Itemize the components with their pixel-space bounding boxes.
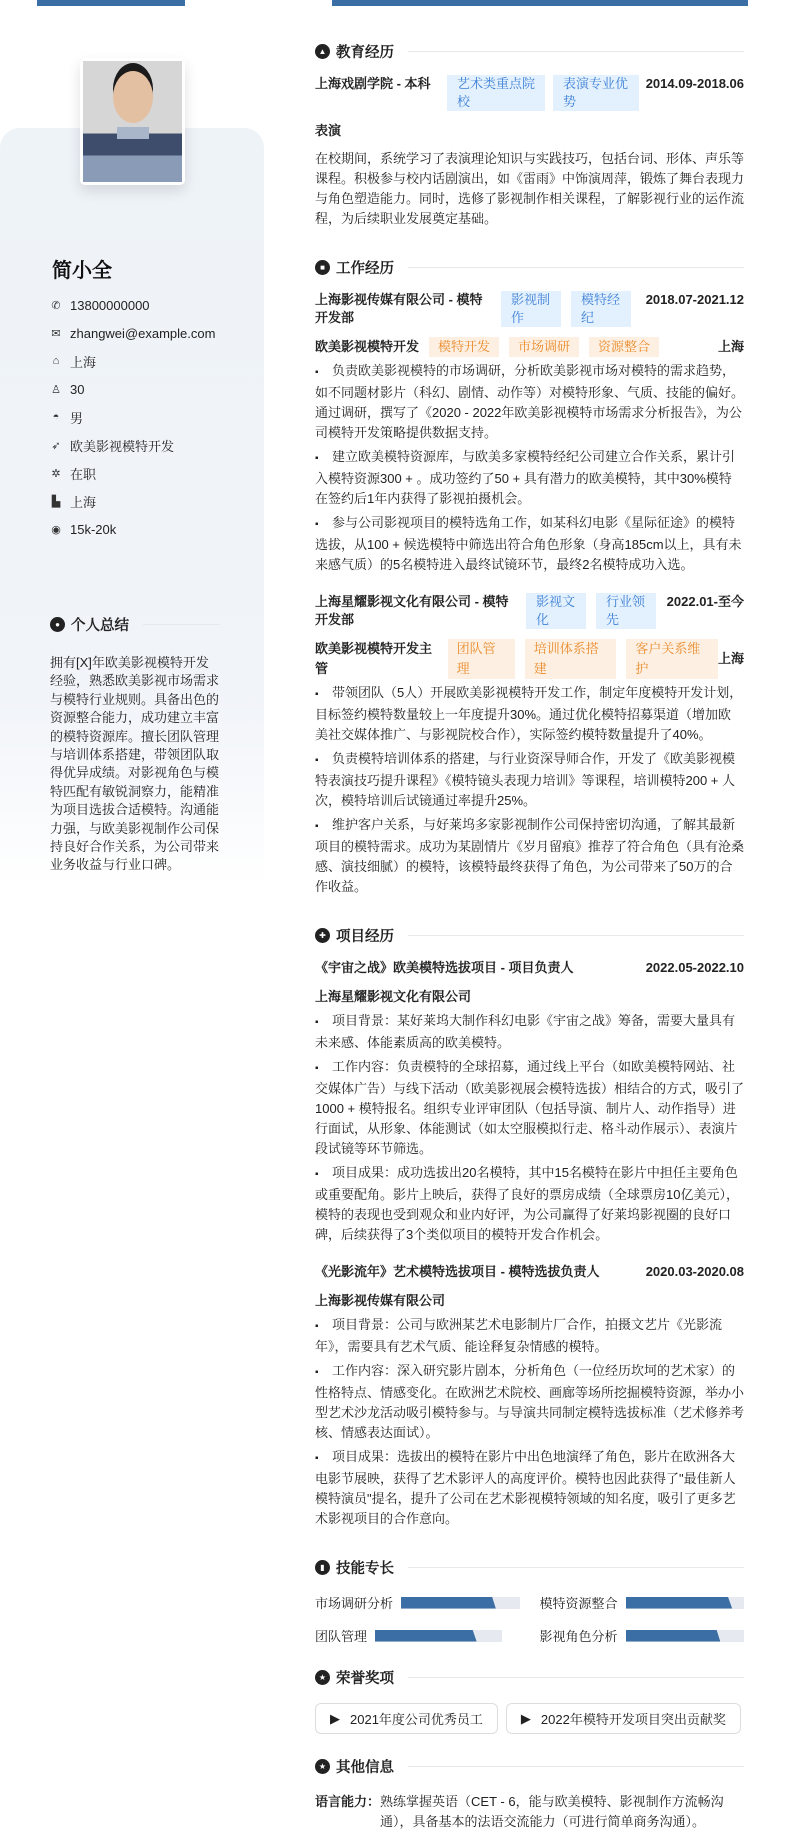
tag: 艺术类重点院校 [447, 75, 545, 111]
gender-icon: ◓ [52, 411, 60, 423]
bullet: ▪ 项目成果：选拔出的模特在影片中出色地演绎了角色，影片在欧洲各大电影节展映，获得了艺术影评人的高度评价。模特也因此获得了"最佳新人模特演员"提名，提升了公司在艺术影视模特领域的知名度，吸引了更多艺术影视项目的合作意向。 [315, 1447, 744, 1529]
education-section [315, 39, 744, 229]
bullet: ▪ 参与公司影视项目的模特选角工作，如某科幻电影《星际征途》的模特选拔，从100 + 候选模特中筛选出符合角色形象（身高185cm以上，具有未来感气质）的5名模特进入最终试镜环节，最终2名模特成功入选。 [315, 513, 744, 575]
other-text: 熟练掌握英语（CET - 6，能与欧美模特、影视制作方流畅沟通），具备基本的法语交流能力（可进行简单商务沟通）。 [380, 1794, 724, 1829]
skill-bar-fill [401, 1597, 496, 1609]
skills-section [315, 1555, 744, 1645]
skill-tag: 市场调研 [509, 337, 579, 357]
project-name: 《光影流年》艺术模特选拔项目 - 模特选拔负责人 [315, 1264, 600, 1279]
top-accent-bar-left [37, 0, 185, 6]
graduation-cap-icon: ▲ [315, 44, 330, 59]
award-icon: ★ [315, 1670, 330, 1685]
info-gender [50, 403, 260, 431]
skill-bar-fill [626, 1630, 721, 1642]
section-title: 其他信息 [336, 1759, 394, 1776]
skill-bar [375, 1630, 502, 1642]
info-text: 欧美影视模特开发 [70, 438, 175, 454]
briefcase-icon: ■ [315, 260, 330, 275]
info-text: 在职 [70, 466, 97, 482]
mail-icon: ✉ [51, 327, 61, 340]
project-company: 上海影视传媒有限公司 [315, 1293, 446, 1308]
award-text: 2022年模特开发项目突出贡献奖 [540, 1712, 726, 1727]
skill-item [540, 1593, 745, 1612]
skill-tag: 培训体系搭建 [525, 639, 617, 679]
info-email [50, 319, 260, 347]
bullet: ▪ 工作内容：深入研究影片剧本，分析角色（一位经历坎坷的艺术家）的性格特点、情感变化。在欧洲艺术院校、画廊等场所挖掘模特资源，举办小型艺术沙龙活动吸引模特参与。与导演共同制定模特选拔标准（艺术修养考核、情感表达面试）。 [315, 1361, 744, 1443]
skill-tag: 资源整合 [589, 337, 659, 357]
info-age [50, 375, 260, 403]
info-text: 上海 [70, 494, 97, 510]
divider [408, 1766, 744, 1767]
play-icon: ▶ [330, 1710, 340, 1726]
other-section [315, 1754, 744, 1832]
skill-item [315, 1626, 520, 1645]
age-icon: ♙ [51, 383, 61, 396]
top-accent-bar-right [332, 0, 748, 6]
job-entry [315, 593, 744, 897]
divider [408, 1677, 744, 1678]
skill-name: 影视角色分析 [539, 1629, 618, 1644]
info-text: 30 [70, 381, 85, 397]
bullet: ▪ 工作内容：负责模特的全球招募，通过线上平台（如欧美模特网站、社交媒体广告）与线下活动（欧美影视展会模特选拔）相结合的方式，吸引了1000 + 模特报名。组织专业评审团队（包括导演、制片人、动作指导）进行面试，从形象、体能测试（如太空服模拟行走、格斗动作展示）、表演片段试镜等环节筛选。 [315, 1057, 744, 1159]
skill-name: 市场调研分析 [315, 1596, 394, 1611]
project-entry [315, 1263, 744, 1529]
candidate-name: 简小全 [52, 260, 112, 282]
grid-icon: ✚ [315, 928, 330, 943]
skill-bar-fill [375, 1630, 477, 1642]
tag: 影视文化 [526, 593, 586, 629]
education-desc: 在校期间，系统学习了表演理论知识与实践技巧，包括台词、形体、声乐等课程。积极参与校内话剧演出，如《雷雨》中饰演周萍，锻炼了舞台表现力与角色塑造能力。同时，选修了影视制作相关课程，了解影视行业的运作流程，为后续职业发展奠定基础。 [315, 151, 745, 226]
tag: 模特经纪 [571, 291, 631, 327]
bullet: ▪ 项目背景：某好莱坞大制作科幻电影《宇宙之战》筹备，需要大量具有未来感、体能素质高的欧美模特。 [315, 1011, 744, 1053]
bullet: ▪ 带领团队（5人）开展欧美影视模特开发工作，制定年度模特开发计划，目标签约模特数量较上一年度提升30%。通过优化模特招募渠道（增加欧美社交媒体推广、与影视院校合作），实际签约模特数量提升了40%。 [315, 683, 744, 745]
tag: 表演专业优势 [553, 75, 639, 111]
info-phone [50, 291, 260, 319]
date: 2018.07-2021.12 [645, 292, 744, 307]
section-title: 工作经历 [336, 260, 394, 277]
divider [143, 624, 220, 625]
divider [408, 267, 744, 268]
info-icon: ★ [315, 1759, 330, 1774]
status-icon: ✲ [51, 467, 61, 480]
info-target-city [50, 487, 260, 515]
divider [408, 1567, 744, 1568]
info-target-job [50, 431, 260, 459]
salary-icon: ◉ [51, 523, 61, 536]
info-status [50, 459, 260, 487]
summary-header [50, 614, 220, 635]
skill-tag: 团队管理 [448, 639, 515, 679]
date: 2014.09-2018.06 [645, 76, 744, 91]
section-title: 荣誉奖项 [336, 1670, 394, 1687]
main-content [315, 39, 744, 1832]
skill-name: 团队管理 [315, 1629, 368, 1644]
skill-tag: 客户关系维护 [626, 639, 718, 679]
project-name: 《宇宙之战》欧美模特选拔项目 - 项目负责人 [315, 960, 574, 975]
skill-bar [626, 1597, 744, 1609]
info-text: 上海 [70, 354, 97, 370]
company-name: 上海影视传媒有限公司 - 模特开发部 [315, 292, 483, 325]
info-salary [50, 515, 260, 543]
projects-section [315, 923, 744, 1529]
section-title: 教育经历 [336, 44, 394, 61]
job-entry [315, 291, 744, 575]
bullet: ▪ 建立欧美模特资源库，与欧美多家模特经纪公司建立合作关系，累计引入模特资源300 + 。成功签约了50 + 具有潜力的欧美模特，其中30%模特在签约后1年内获得了影视拍摄机会。 [315, 447, 744, 509]
project-company: 上海星耀影视文化有限公司 [315, 989, 472, 1004]
award-text: 2021年度公司优秀员工 [350, 1712, 483, 1727]
play-icon: ▶ [520, 1710, 531, 1726]
project-entry [315, 959, 744, 1245]
bullet: ▪ 维护客户关系，与好莱坞多家影视制作公司保持密切沟通，了解其最新项目的模特需求。成功为某剧情片《岁月留痕》推荐了符合角色（具有沧桑感、演技细腻）的模特，该模特最终获得了角色，为公司带来了50万的合作收益。 [315, 815, 744, 897]
skill-bar [626, 1630, 744, 1642]
info-location [50, 347, 260, 375]
divider [408, 935, 744, 936]
bar-chart-icon: ▮ [315, 1560, 330, 1575]
work-section [315, 255, 744, 897]
award-item [506, 1703, 741, 1734]
section-title: 个人总结 [71, 618, 129, 634]
info-text: 男 [70, 410, 84, 426]
summary-text: 拥有[X]年欧美影视模特开发经验，熟悉欧美影视市场需求与模特行业规则。具备出色的资源整合能力，成功建立丰富的模特资源库。擅长团队管理与培训体系搭建，带领团队取得优异成绩。对影视角色与模特匹配有敏锐洞察力，能精准为项目选拔合适模特。沟通能力强，与欧美影视制作公司保持良好合作关系，为公司带来业务收益与行业口碑。 [50, 655, 220, 873]
award-item [315, 1703, 498, 1734]
company-name: 上海星耀影视文化有限公司 - 模特开发部 [315, 594, 509, 627]
bullet: ▪ 项目背景：公司与欧洲某艺术电影制片厂合作，拍摄文艺片《光影流年》，需要具有艺术气质、能诠释复杂情感的模特。 [315, 1315, 744, 1357]
tag: 影视制作 [501, 291, 561, 327]
job-city: 上海 [717, 339, 744, 354]
bullet: ▪ 负责模特培训体系的搭建，与行业资深导师合作，开发了《欧美影视模特表演技巧提升课程》《模特镜头表现力培训》等课程，培训模特200 + 人次，模特培训后试镜通过率提升25%。 [315, 749, 744, 811]
profile-photo [80, 58, 185, 185]
divider [408, 51, 744, 52]
other-label: 语言能力： [315, 1794, 381, 1809]
skill-bar [401, 1597, 519, 1609]
info-text: zhangwei@example.com [70, 325, 216, 341]
skill-tag: 模特开发 [429, 337, 499, 357]
section-title: 技能专长 [336, 1560, 394, 1577]
skill-bar-fill [626, 1597, 733, 1609]
send-icon: ➶ [51, 439, 61, 452]
bullet: ▪ 负责欧美影视模特的市场调研，分析欧美影视市场对模特的需求趋势，如不同题材影片（科幻、剧情、动作等）对模特形象、气质、技能的偏好。通过调研，撰写了《2020 - 2022年欧美影视模特市场需求分析报告》，为公司模特开发策略提供数据支持。 [315, 361, 744, 443]
section-title: 项目经历 [336, 928, 394, 945]
major: 表演 [315, 123, 342, 138]
skill-item [315, 1593, 520, 1612]
home-icon: ⌂ [52, 355, 60, 367]
job-city: 上海 [717, 651, 744, 666]
awards-section [315, 1665, 744, 1734]
info-text: 13800000000 [70, 297, 150, 313]
skill-item [540, 1626, 745, 1645]
bullet: ▪ 项目成果：成功选拔出20名模特，其中15名模特在影片中担任主要角色或重要配角。影片上映后，获得了良好的票房成绩（全球票房10亿美元），模特的表现也受到观众和业内好评，为公司赢得了好莱坞影视圈的良好口碑，后续获得了3个类似项目的模特开发合作机会。 [315, 1163, 744, 1245]
job-role: 欧美影视模特开发主管 [315, 641, 433, 676]
date: 2022.05-2022.10 [645, 960, 744, 975]
phone-icon: ✆ [51, 299, 61, 312]
date: 2022.01-至今 [666, 594, 744, 609]
school-name: 上海戏剧学院 - 本科 [315, 76, 431, 91]
contact-info [50, 291, 260, 543]
tag: 行业领先 [596, 593, 656, 629]
info-text: 15k-20k [70, 521, 117, 537]
date: 2020.03-2020.08 [645, 1264, 744, 1279]
job-role: 欧美影视模特开发 [315, 339, 420, 354]
user-icon: ● [50, 617, 65, 632]
building-icon: ▙ [51, 495, 61, 508]
skill-name: 模特资源整合 [539, 1596, 618, 1611]
